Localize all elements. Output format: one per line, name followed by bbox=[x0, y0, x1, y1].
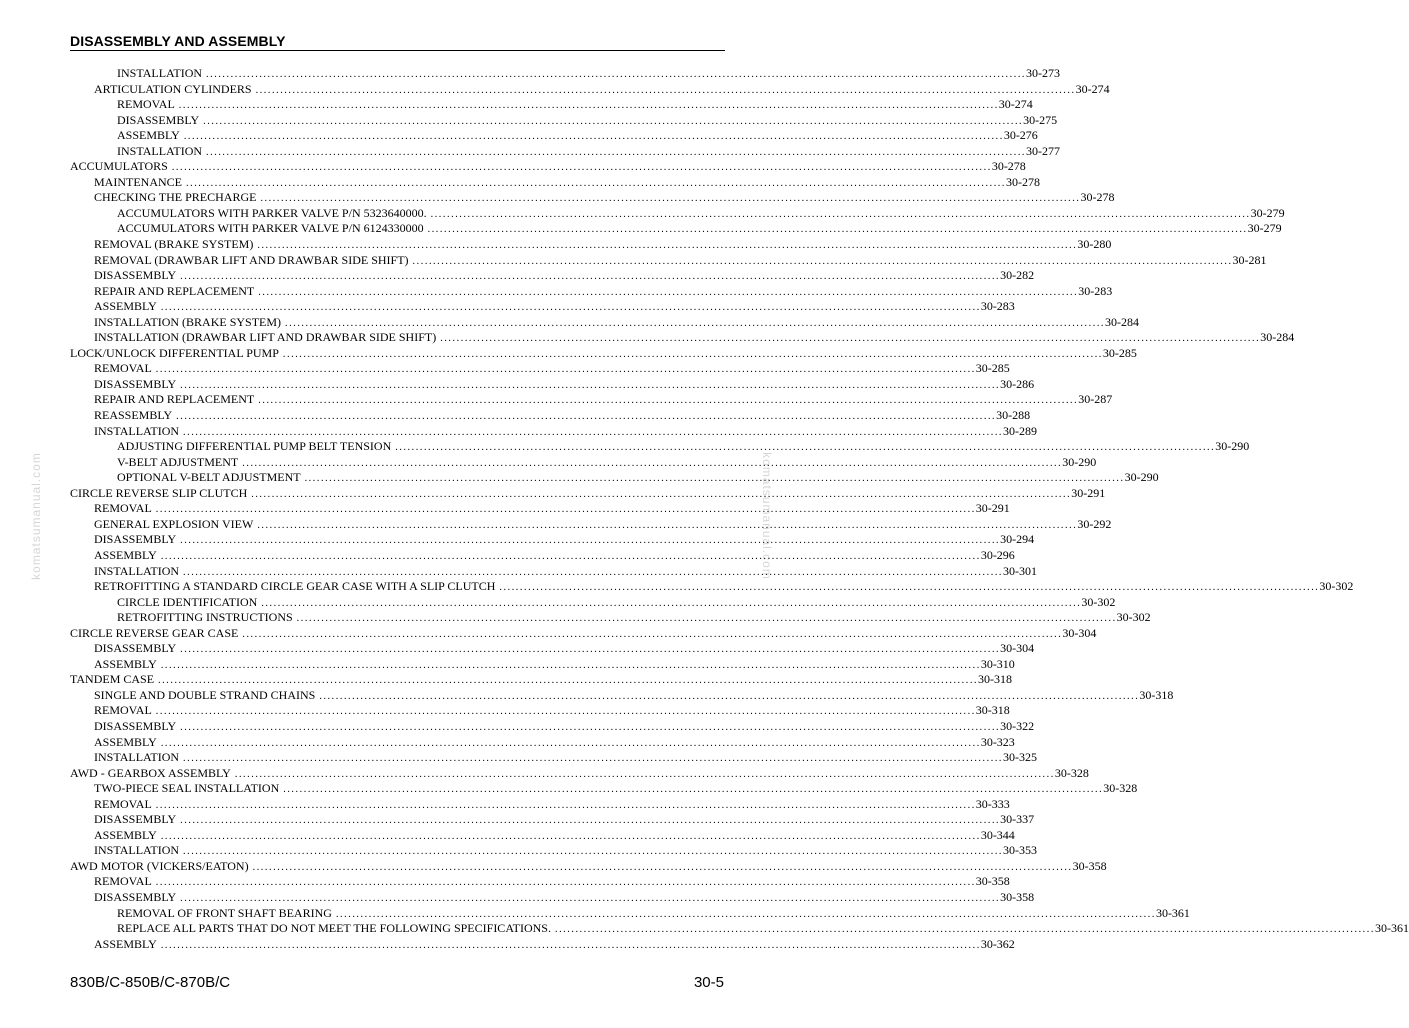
toc-entry-title: ADJUSTING DIFFERENTIAL PUMP BELT TENSION bbox=[117, 439, 392, 454]
toc-entry-page-number: 30-290 bbox=[1124, 470, 1159, 485]
toc-entry bbox=[70, 687, 1174, 704]
dot-leader: ........................................................................................................................................................................................................ bbox=[180, 379, 1001, 391]
toc-entry-page-number: 30-322 bbox=[1000, 718, 1035, 733]
toc-entry bbox=[70, 314, 1140, 331]
dot-leader: ........................................................................................................................................................................................................ bbox=[257, 240, 1078, 252]
toc-entry-title: REMOVAL bbox=[117, 97, 175, 112]
toc-entry-title: INSTALLATION bbox=[117, 66, 203, 80]
toc-entry bbox=[70, 610, 1151, 626]
toc-entry-page-number: 30-292 bbox=[1077, 516, 1112, 531]
toc-entry-page-number: 30-328 bbox=[1054, 765, 1089, 780]
toc-entry-page-number: 30-274 bbox=[998, 97, 1033, 112]
dot-leader: ........................................................................................................................................................................................................ bbox=[412, 255, 1233, 267]
toc-entry-page-number: 30-282 bbox=[1000, 268, 1035, 283]
toc-entry bbox=[70, 66, 1061, 82]
toc-entry-page-number: 30-333 bbox=[975, 796, 1010, 811]
dot-leader: ........................................................................................................................................................................................................ bbox=[430, 208, 1251, 220]
toc-entry-title: DISASSEMBLY bbox=[94, 376, 177, 391]
toc-entry-page-number: 30-302 bbox=[1116, 610, 1151, 625]
toc-entry bbox=[70, 921, 1409, 937]
toc-entry-title: REPAIR AND REPLACEMENT bbox=[94, 392, 255, 407]
toc-entry-title: REMOVAL (BRAKE SYSTEM) bbox=[94, 237, 254, 252]
toc-entry-page-number: 30-279 bbox=[1250, 205, 1285, 220]
toc-entry-page-number: 30-278 bbox=[991, 159, 1026, 174]
toc-entry bbox=[70, 501, 1010, 517]
toc-entry bbox=[70, 252, 1267, 269]
toc-entry-page-number: 30-358 bbox=[1072, 858, 1107, 873]
toc-entry-title: RETROFITTING A STANDARD CIRCLE GEAR CASE WITH A SLIP CLUTCH bbox=[94, 579, 496, 594]
dot-leader: ........................................................................................................................................................................................................ bbox=[183, 566, 1004, 578]
toc-entry-page-number: 30-290 bbox=[1215, 439, 1250, 454]
toc-entry bbox=[70, 345, 1137, 362]
toc-entry-title: DISASSEMBLY bbox=[94, 812, 177, 827]
toc-entry-page-number: 30-302 bbox=[1319, 579, 1354, 594]
toc-entry bbox=[70, 781, 1138, 797]
toc-entry-page-number: 30-294 bbox=[1000, 532, 1035, 547]
toc-entry-title: INSTALLATION bbox=[94, 750, 180, 765]
toc-entry-page-number: 30-274 bbox=[1075, 81, 1110, 96]
toc-entry bbox=[70, 283, 1113, 300]
dot-leader: ........................................................................................................................................................................................................ bbox=[160, 302, 981, 314]
toc-entry-title: REMOVAL bbox=[94, 703, 152, 718]
toc-entry-title: DISASSEMBLY bbox=[117, 112, 200, 127]
toc-entry-title: DISASSEMBLY bbox=[94, 641, 177, 656]
toc-entry bbox=[70, 361, 1010, 377]
toc-entry-title: INSTALLATION bbox=[94, 563, 180, 578]
toc-entry-title: INSTALLATION bbox=[117, 143, 203, 158]
dot-leader: ........................................................................................................................................................................................................ bbox=[180, 644, 1001, 656]
toc-entry-title: REMOVAL OF FRONT SHAFT BEARING bbox=[117, 905, 332, 920]
toc-entry-page-number: 30-301 bbox=[1003, 563, 1038, 578]
toc-entry-page-number: 30-281 bbox=[1232, 252, 1267, 267]
dot-leader: ........................................................................................................................................................................................................ bbox=[160, 550, 981, 562]
toc-entry bbox=[70, 205, 1285, 222]
toc-entry-title: REMOVAL bbox=[94, 796, 152, 811]
section-title: DISASSEMBLY AND ASSEMBLY bbox=[70, 33, 286, 49]
dot-leader: ........................................................................................................................................................................................................ bbox=[283, 784, 1104, 796]
toc-entry bbox=[70, 936, 1015, 953]
toc-entry bbox=[70, 734, 1015, 751]
toc-entry-page-number: 30-286 bbox=[1000, 376, 1035, 391]
toc-entry-title: MAINTENANCE bbox=[94, 174, 182, 189]
toc-entry-title: ACCUMULATORS WITH PARKER VALVE P/N 6124330000 bbox=[117, 221, 424, 236]
toc-entry-title: DISASSEMBLY bbox=[94, 889, 177, 904]
toc-entry-title: DISASSEMBLY bbox=[94, 718, 177, 733]
toc-entry-title: INSTALLATION bbox=[94, 843, 180, 858]
toc-entry bbox=[70, 516, 1112, 533]
toc-entry-title: REMOVAL (DRAWBAR LIFT AND DRAWBAR SIDE SHIFT) bbox=[94, 252, 409, 267]
toc-entry-page-number: 30-283 bbox=[980, 299, 1015, 314]
dot-leader: ........................................................................................................................................................................................................ bbox=[183, 846, 1004, 858]
dot-leader: ........................................................................................................................................................................................................ bbox=[160, 659, 981, 671]
toc-entry-page-number: 30-323 bbox=[980, 734, 1015, 749]
toc-entry-title: OPTIONAL V-BELT ADJUSTMENT bbox=[117, 470, 301, 485]
dot-leader: ........................................................................................................................................................................................................ bbox=[335, 908, 1156, 920]
dot-leader: ........................................................................................................................................................................................................ bbox=[180, 892, 1001, 904]
toc-entry-title: REASSEMBLY bbox=[94, 408, 173, 423]
toc-entry-page-number: 30-285 bbox=[975, 361, 1010, 376]
dot-leader: ........................................................................................................................................................................................................ bbox=[155, 799, 976, 811]
toc-entry bbox=[70, 812, 1035, 828]
toc-entry-title: V-BELT ADJUSTMENT bbox=[117, 454, 239, 469]
toc-entry bbox=[70, 268, 1035, 284]
dot-leader: ........................................................................................................................................................................................................ bbox=[258, 395, 1079, 407]
toc-entry-page-number: 30-304 bbox=[1062, 625, 1097, 640]
toc-entry-title: ASSEMBLY bbox=[94, 734, 157, 749]
toc-entry bbox=[70, 143, 1061, 160]
dot-leader: ........................................................................................................................................................................................................ bbox=[203, 115, 1024, 127]
dot-leader: ........................................................................................................................................................................................................ bbox=[183, 753, 1004, 765]
toc-entry-page-number: 30-328 bbox=[1103, 781, 1138, 796]
toc-entry bbox=[70, 454, 1097, 471]
toc-entry-title: ASSEMBLY bbox=[94, 936, 157, 951]
toc-entry-title: INSTALLATION (DRAWBAR LIFT AND DRAWBAR SIDE SHIFT) bbox=[94, 330, 437, 345]
toc-entry bbox=[70, 190, 1115, 206]
toc-entry-page-number: 30-278 bbox=[1006, 174, 1040, 189]
dot-leader: ........................................................................................................................................................................................................ bbox=[155, 364, 976, 376]
dot-leader: ........................................................................................................................................................................................................ bbox=[395, 442, 1216, 454]
toc-entry-title: RETROFITTING INSTRUCTIONS bbox=[117, 610, 293, 625]
toc-entry-page-number: 30-296 bbox=[980, 547, 1015, 562]
dot-leader: ........................................................................................................................................................................................................ bbox=[285, 317, 1106, 329]
toc-entry bbox=[70, 532, 1035, 548]
toc-entry bbox=[70, 485, 1106, 502]
dot-leader: ........................................................................................................................................................................................................ bbox=[206, 146, 1027, 158]
toc-entry-page-number: 30-284 bbox=[1105, 314, 1140, 329]
toc-entry-page-number: 30-318 bbox=[975, 703, 1010, 718]
toc-entry bbox=[70, 858, 1107, 875]
toc-entry-title: ASSEMBLY bbox=[94, 827, 157, 842]
toc-entry-page-number: 30-318 bbox=[1139, 687, 1174, 702]
toc-entry bbox=[70, 159, 1026, 175]
toc-entry-page-number: 30-337 bbox=[1000, 812, 1035, 827]
toc-entry-page-number: 30-344 bbox=[980, 827, 1015, 842]
toc-entry bbox=[70, 392, 1113, 408]
dot-leader: ........................................................................................................................................................................................................ bbox=[160, 737, 981, 749]
toc-entry-page-number: 30-361 bbox=[1374, 921, 1409, 936]
toc-entry-title: REMOVAL bbox=[94, 361, 152, 376]
toc-entry-title: REMOVAL bbox=[94, 874, 152, 889]
toc-entry-title: LOCK/UNLOCK DIFFERENTIAL PUMP bbox=[70, 345, 279, 360]
toc-entry-page-number: 30-284 bbox=[1260, 330, 1295, 345]
toc-entry-page-number: 30-279 bbox=[1247, 221, 1282, 236]
toc-entry-page-number: 30-287 bbox=[1078, 392, 1113, 407]
dot-leader: ........................................................................................................................................................................................................ bbox=[180, 721, 1001, 733]
dot-leader: ........................................................................................................................................................................................................ bbox=[257, 519, 1078, 531]
watermark-left: komatsumanual.com bbox=[29, 452, 43, 580]
toc-entry-title: TWO-PIECE SEAL INSTALLATION bbox=[94, 781, 280, 796]
toc-entry bbox=[70, 330, 1295, 346]
toc-entry-title: ASSEMBLY bbox=[117, 128, 180, 143]
toc-entry-page-number: 30-289 bbox=[1003, 423, 1038, 438]
toc-entry bbox=[70, 625, 1097, 642]
toc-entry-title: ASSEMBLY bbox=[94, 299, 157, 314]
dot-leader: ........................................................................................................................................................................................................ bbox=[242, 457, 1063, 469]
toc-entry-page-number: 30-318 bbox=[978, 672, 1013, 687]
toc-entry-page-number: 30-358 bbox=[1000, 889, 1035, 904]
toc-entry-page-number: 30-290 bbox=[1062, 454, 1097, 469]
toc-entry-title: ASSEMBLY bbox=[94, 656, 157, 671]
toc-entry-title: AWD - GEARBOX ASSEMBLY bbox=[70, 765, 231, 780]
dot-leader: ........................................................................................................................................................................................................ bbox=[499, 582, 1320, 594]
toc-entry bbox=[70, 112, 1058, 129]
toc-entry-title: AWD MOTOR (VICKERS/EATON) bbox=[70, 858, 249, 873]
dot-leader: ........................................................................................................................................................................................................ bbox=[282, 348, 1103, 360]
toc-entry-page-number: 30-277 bbox=[1026, 143, 1061, 158]
dot-leader: ........................................................................................................................................................................................................ bbox=[440, 333, 1261, 345]
toc-entry bbox=[70, 547, 1015, 564]
toc-entry-title: CIRCLE REVERSE GEAR CASE bbox=[70, 625, 239, 640]
toc-entry-title: ASSEMBLY bbox=[94, 547, 157, 562]
toc-entry bbox=[70, 579, 1354, 595]
dot-leader: ........................................................................................................................................................................................................ bbox=[427, 224, 1248, 236]
dot-leader: ........................................................................................................................................................................................................ bbox=[319, 690, 1140, 702]
toc-entry-page-number: 30-283 bbox=[1078, 283, 1113, 298]
toc-entry bbox=[70, 221, 1282, 237]
toc-entry bbox=[70, 439, 1250, 455]
toc-entry bbox=[70, 470, 1159, 486]
dot-leader: ........................................................................................................................................................................................................ bbox=[261, 597, 1082, 609]
toc-entry bbox=[70, 718, 1035, 735]
toc-entry bbox=[70, 827, 1015, 844]
toc-entry-title: CIRCLE IDENTIFICATION bbox=[117, 594, 258, 609]
toc-entry bbox=[70, 750, 1038, 766]
toc-entry bbox=[70, 299, 1015, 315]
toc-entry-page-number: 30-361 bbox=[1155, 905, 1190, 920]
dot-leader: ........................................................................................................................................................................................................ bbox=[242, 628, 1063, 640]
dot-leader: ........................................................................................................................................................................................................ bbox=[160, 939, 981, 951]
dot-leader: ........................................................................................................................................................................................................ bbox=[158, 675, 979, 687]
dot-leader: ........................................................................................................................................................................................................ bbox=[255, 84, 1076, 96]
dot-leader: ........................................................................................................................................................................................................ bbox=[260, 193, 1081, 205]
toc-entry bbox=[70, 843, 1038, 859]
toc-entry-title: REMOVAL bbox=[94, 501, 152, 516]
toc-entry bbox=[70, 703, 1010, 719]
toc-entry-title: ACCUMULATORS WITH PARKER VALVE P/N 5323640000. bbox=[117, 205, 427, 220]
toc-entry-title: REPAIR AND REPLACEMENT bbox=[94, 283, 255, 298]
toc-entry-title: ARTICULATION CYLINDERS bbox=[94, 81, 252, 96]
dot-leader: ........................................................................................................................................................................................................ bbox=[183, 131, 1004, 143]
toc-entry-title: DISASSEMBLY bbox=[94, 268, 177, 283]
toc-entry bbox=[70, 408, 1031, 424]
dot-leader: ........................................................................................................................................................................................................ bbox=[234, 768, 1055, 780]
toc-entry bbox=[70, 656, 1015, 673]
toc-entry-page-number: 30-276 bbox=[1003, 128, 1038, 143]
dot-leader: ........................................................................................................................................................................................................ bbox=[296, 613, 1117, 625]
toc-entry-page-number: 30-291 bbox=[975, 501, 1010, 516]
toc-entry-page-number: 30-325 bbox=[1003, 750, 1038, 765]
dot-leader: ........................................................................................................................................................................................................ bbox=[178, 100, 999, 112]
dot-leader: ........................................................................................................................................................................................................ bbox=[155, 877, 976, 889]
dot-leader: ........................................................................................................................................................................................................ bbox=[258, 286, 1079, 298]
toc-entry-title: CHECKING THE PRECHARGE bbox=[94, 190, 257, 205]
toc-entry bbox=[70, 174, 1040, 191]
toc-entry-page-number: 30-353 bbox=[1003, 843, 1038, 858]
toc-entry bbox=[70, 376, 1035, 393]
dot-leader: ........................................................................................................................................................................................................ bbox=[251, 488, 1072, 500]
toc-entry-title: INSTALLATION (BRAKE SYSTEM) bbox=[94, 314, 282, 329]
title-underline bbox=[70, 50, 725, 51]
toc-entry-page-number: 30-288 bbox=[996, 408, 1031, 423]
toc-entry bbox=[70, 672, 1013, 688]
watermark-right: komatsumanual.com bbox=[760, 452, 774, 580]
toc-entry bbox=[70, 563, 1038, 580]
toc-entry bbox=[70, 905, 1190, 922]
dot-leader: ........................................................................................................................................................................................................ bbox=[304, 473, 1125, 485]
dot-leader: ........................................................................................................................................................................................................ bbox=[180, 535, 1001, 547]
dot-leader: ........................................................................................................................................................................................................ bbox=[176, 411, 997, 423]
toc-entry-page-number: 30-278 bbox=[1080, 190, 1115, 205]
toc-entry-title: SINGLE AND DOUBLE STRAND CHAINS bbox=[94, 687, 316, 702]
toc-entry bbox=[70, 594, 1116, 611]
dot-leader: ........................................................................................................................................................................................................ bbox=[186, 177, 1006, 189]
dot-leader: ........................................................................................................................................................................................................ bbox=[180, 815, 1001, 827]
toc-entry-title: TANDEM CASE bbox=[70, 672, 155, 687]
toc-entry-page-number: 30-291 bbox=[1071, 485, 1106, 500]
toc-entry-page-number: 30-285 bbox=[1102, 345, 1137, 360]
footer-model-number: 830B/C-850B/C-870B/C bbox=[70, 974, 231, 991]
dot-leader: ........................................................................................................................................................................................................ bbox=[252, 861, 1073, 873]
toc-entry bbox=[70, 128, 1038, 144]
toc-entry-page-number: 30-310 bbox=[980, 656, 1015, 671]
toc-entry-title: ACCUMULATORS bbox=[70, 159, 168, 174]
toc-entry-title: CIRCLE REVERSE SLIP CLUTCH bbox=[70, 485, 248, 500]
toc-entry-title: GENERAL EXPLOSION VIEW bbox=[94, 516, 254, 531]
toc-entry bbox=[70, 874, 1010, 890]
dot-leader: ........................................................................................................................................................................................................ bbox=[155, 504, 976, 516]
toc-entry-page-number: 30-304 bbox=[1000, 641, 1035, 656]
toc-entry-page-number: 30-273 bbox=[1026, 66, 1061, 80]
toc-entry bbox=[70, 423, 1038, 440]
dot-leader: ........................................................................................................................................................................................................ bbox=[554, 924, 1375, 936]
dot-leader: ........................................................................................................................................................................................................ bbox=[160, 830, 981, 842]
dot-leader: ........................................................................................................................................................................................................ bbox=[180, 271, 1001, 283]
toc-entry-page-number: 30-302 bbox=[1081, 594, 1116, 609]
footer-page-number: 30-5 bbox=[693, 974, 724, 991]
dot-leader: ........................................................................................................................................................................................................ bbox=[206, 69, 1027, 80]
toc-entry bbox=[70, 641, 1035, 657]
toc-entry bbox=[70, 97, 1033, 113]
toc-entry-page-number: 30-362 bbox=[980, 936, 1015, 951]
toc-entry bbox=[70, 765, 1089, 782]
toc-entry-title: INSTALLATION bbox=[94, 423, 180, 438]
toc-entry-page-number: 30-280 bbox=[1077, 237, 1112, 252]
dot-leader: ........................................................................................................................................................................................................ bbox=[171, 162, 992, 174]
toc-entry bbox=[70, 81, 1110, 98]
toc-entry-title: REPLACE ALL PARTS THAT DO NOT MEET THE FOLLOWING SPECIFICATIONS. bbox=[117, 921, 551, 936]
toc-entry-title: DISASSEMBLY bbox=[94, 532, 177, 547]
dot-leader: ........................................................................................................................................................................................................ bbox=[183, 426, 1004, 438]
toc-entry-page-number: 30-275 bbox=[1023, 112, 1058, 127]
toc-entry bbox=[70, 889, 1035, 906]
toc-entry bbox=[70, 796, 1010, 813]
toc-entry-page-number: 30-358 bbox=[975, 874, 1010, 889]
toc-entry bbox=[70, 237, 1112, 253]
dot-leader: ........................................................................................................................................................................................................ bbox=[155, 706, 976, 718]
